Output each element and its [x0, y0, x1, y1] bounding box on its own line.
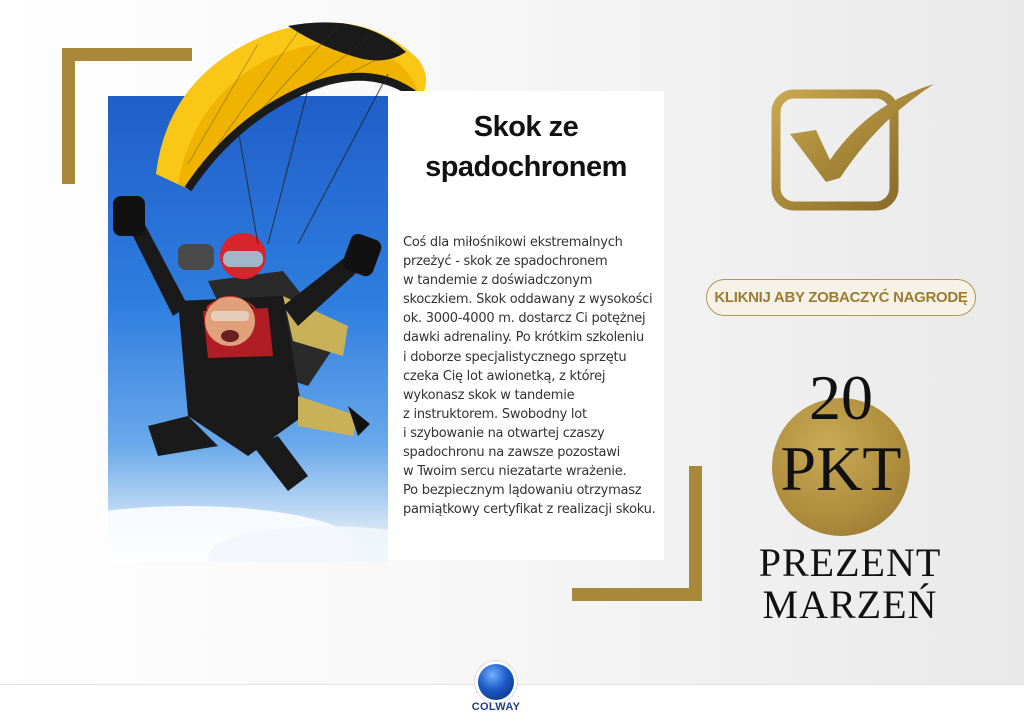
card-description-line: przeżyć - skok ze spadochronem [403, 254, 608, 270]
points-unit: PKT [780, 433, 902, 504]
card-description-line: ok. 3000-4000 m. dostarcz Ci potężnej [403, 311, 646, 327]
card-description-line: w tandemie z doświadczonym [403, 273, 593, 289]
slogan-line-2: MARZEŃ [762, 582, 938, 627]
frame-corner-bottom-right-horizontal [572, 588, 702, 601]
colway-logo-icon [478, 664, 514, 700]
card-title [388, 107, 664, 187]
card-description-line: skoczkiem. Skok oddawany z wysokości [403, 292, 653, 308]
frame-corner-bottom-right-vertical [689, 466, 702, 601]
card-description-line: wykonasz skok w tandemie [403, 387, 575, 403]
frame-corner-top-left-vertical [62, 48, 75, 184]
card-title-line-1: Skok ze [473, 111, 579, 143]
card-description-line: dawki adrenaliny. Po krótkim szkoleniu [403, 330, 645, 346]
card-description-line: pamiątkowy certyfikat z realizacji skoku. [403, 502, 656, 518]
card-description-line: i szybowanie na otwartej czaszy [403, 425, 605, 441]
card-title-line-2: spadochronem [425, 151, 627, 183]
card-description-line: w Twoim sercu niezatarte wrażenie. [403, 464, 627, 480]
slogan [730, 542, 970, 626]
card-description-line: z instruktorem. Swobodny lot [403, 406, 587, 422]
slogan-line-1: PREZENT [758, 540, 942, 585]
card-description-line: Po bezpiecznym lądowaniu otrzymasz [403, 483, 642, 499]
card-description-line: spadochronu na zawsze pozostawi [403, 445, 621, 461]
card-description-line: Coś dla miłośnikowi ekstremalnych [403, 235, 623, 250]
description-card [388, 91, 664, 560]
logo-text: COLWAY [471, 701, 521, 713]
checked-box-icon [768, 82, 938, 212]
card-description-line: i doborze specjalistycznego sprzętu [403, 349, 627, 365]
card-description [403, 233, 659, 519]
reveal-reward-button[interactable]: KLIKNIJ ABY ZOBACZYĆ NAGRODĘ [706, 279, 976, 316]
points-value: 20 [809, 362, 873, 433]
card-description-line: czeka Cię lot awionetką, z której [403, 368, 606, 384]
